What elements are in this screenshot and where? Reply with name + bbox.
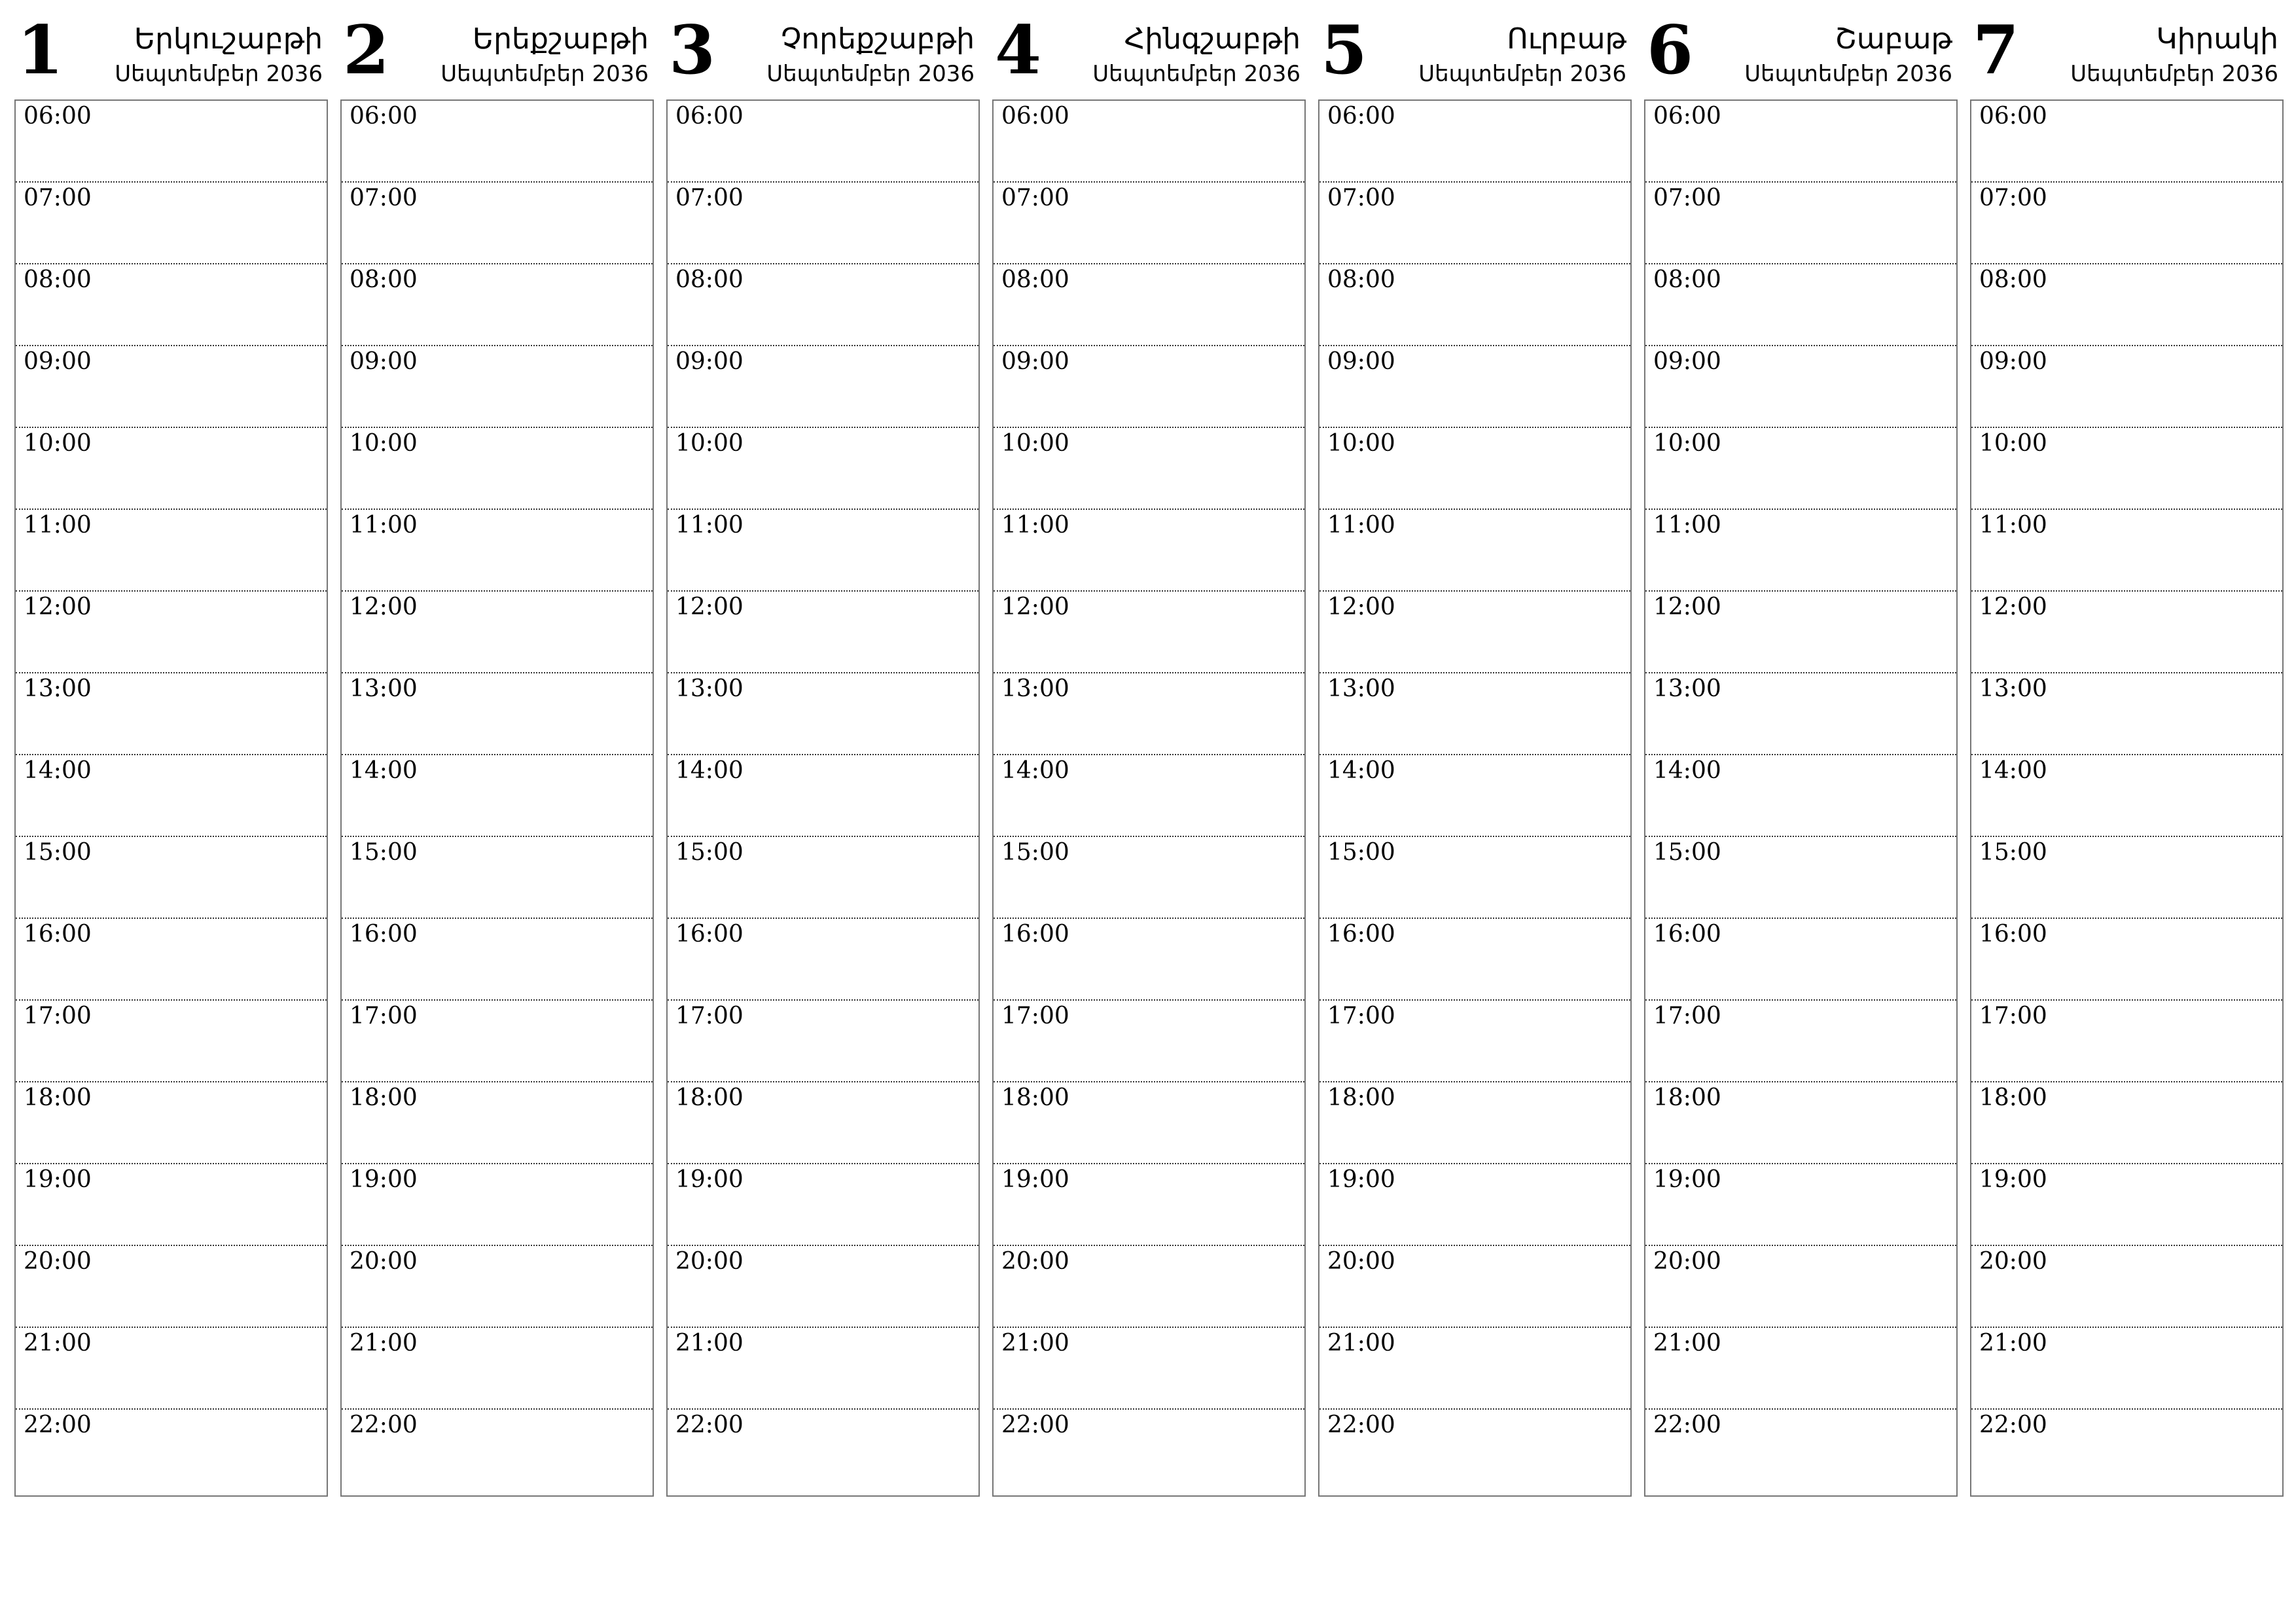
hour-slot[interactable] <box>16 837 327 919</box>
hour-label: 16:00 <box>675 921 744 948</box>
day-header <box>14 0 328 99</box>
hour-label: 10:00 <box>1327 430 1395 457</box>
hour-label: 22:00 <box>1979 1412 2047 1438</box>
day-number: 5 <box>1321 11 1367 90</box>
hour-label: 14:00 <box>1653 757 1721 784</box>
day-header <box>340 0 654 99</box>
hour-slot[interactable] <box>668 428 978 510</box>
hour-slot[interactable] <box>668 755 978 837</box>
hour-slot[interactable] <box>994 837 1304 919</box>
hour-label: 18:00 <box>1653 1084 1721 1111</box>
hour-label: 21:00 <box>1653 1330 1721 1357</box>
hour-slot[interactable] <box>1319 1082 1630 1164</box>
hour-slot[interactable] <box>342 1001 653 1082</box>
hour-label: 12:00 <box>675 594 744 620</box>
hour-label: 12:00 <box>1653 594 1721 620</box>
hour-label: 20:00 <box>1327 1248 1395 1275</box>
month-year-label: Սեպտեմբեր 2036 <box>1418 61 1626 87</box>
hour-slot[interactable] <box>16 346 327 428</box>
hour-label: 06:00 <box>1979 103 2047 130</box>
hour-slot[interactable] <box>994 1082 1304 1164</box>
hour-label: 17:00 <box>1979 1003 2047 1029</box>
hour-slot[interactable] <box>1971 1246 2282 1328</box>
hour-slot[interactable] <box>994 510 1304 592</box>
hour-slot[interactable] <box>1971 837 2282 919</box>
day-column <box>666 0 980 1438</box>
hour-slot[interactable] <box>1319 346 1630 428</box>
hour-label: 09:00 <box>1979 348 2047 375</box>
hour-label: 14:00 <box>350 757 418 784</box>
hour-label: 07:00 <box>1001 185 1069 211</box>
hour-label: 13:00 <box>1979 675 2047 702</box>
hour-slot[interactable] <box>16 673 327 755</box>
hour-label: 08:00 <box>1327 266 1395 293</box>
hour-label: 06:00 <box>24 103 92 130</box>
day-schedule-box <box>666 99 980 1497</box>
day-column <box>340 0 654 1438</box>
hour-label: 22:00 <box>1001 1412 1069 1438</box>
month-year-label: Սեպտեմբեր 2036 <box>2070 61 2278 87</box>
hour-slot[interactable] <box>1971 264 2282 346</box>
hour-label: 10:00 <box>1001 430 1069 457</box>
hour-label: 08:00 <box>675 266 744 293</box>
hour-slot[interactable] <box>668 101 978 183</box>
hour-label: 14:00 <box>675 757 744 784</box>
hour-label: 19:00 <box>1327 1166 1395 1193</box>
hour-label: 07:00 <box>675 185 744 211</box>
hour-slot[interactable] <box>994 346 1304 428</box>
weekday-name: Երեքշաբթի <box>472 22 649 56</box>
month-year-label: Սեպտեմբեր 2036 <box>766 61 975 87</box>
hour-slot[interactable] <box>1971 1328 2282 1410</box>
hour-label: 07:00 <box>1327 185 1395 211</box>
hour-slot[interactable] <box>1645 1246 1956 1328</box>
hour-slot[interactable] <box>342 1328 653 1410</box>
hour-label: 13:00 <box>24 675 92 702</box>
hour-slot[interactable] <box>1645 1410 1956 1491</box>
hour-slot[interactable] <box>342 1082 653 1164</box>
hour-label: 15:00 <box>675 839 744 866</box>
hour-slot[interactable] <box>1319 101 1630 183</box>
hour-slot[interactable] <box>1645 1082 1956 1164</box>
hour-slot[interactable] <box>342 919 653 1001</box>
hour-slot[interactable] <box>16 592 327 673</box>
hour-label: 18:00 <box>1327 1084 1395 1111</box>
hour-slot[interactable] <box>342 592 653 673</box>
hour-label: 08:00 <box>24 266 92 293</box>
hour-slot[interactable] <box>994 264 1304 346</box>
hour-slot[interactable] <box>1319 510 1630 592</box>
hour-slot[interactable] <box>1319 837 1630 919</box>
hour-slot[interactable] <box>1319 1001 1630 1082</box>
hour-slot[interactable] <box>668 919 978 1001</box>
hour-slot[interactable] <box>16 1328 327 1410</box>
hour-label: 13:00 <box>350 675 418 702</box>
hour-slot[interactable] <box>1645 183 1956 264</box>
day-schedule-box <box>1318 99 1632 1497</box>
hour-label: 09:00 <box>1653 348 1721 375</box>
hour-label: 08:00 <box>1001 266 1069 293</box>
day-header <box>1644 0 1958 99</box>
hour-label: 08:00 <box>350 266 418 293</box>
hour-slot[interactable] <box>668 510 978 592</box>
hour-slot[interactable] <box>1319 1328 1630 1410</box>
hour-label: 17:00 <box>675 1003 744 1029</box>
hour-slot[interactable] <box>994 1328 1304 1410</box>
hour-label: 18:00 <box>24 1084 92 1111</box>
hour-label: 12:00 <box>24 594 92 620</box>
hour-label: 15:00 <box>1327 839 1395 866</box>
day-column <box>1970 0 2284 1438</box>
hour-slot[interactable] <box>1645 1328 1956 1410</box>
hour-label: 22:00 <box>675 1412 744 1438</box>
day-schedule-box <box>992 99 1306 1497</box>
hour-slot[interactable] <box>668 592 978 673</box>
hour-label: 11:00 <box>24 512 92 539</box>
weekday-name: Շաբաթ <box>1835 22 1952 56</box>
hour-slot[interactable] <box>1645 428 1956 510</box>
hour-slot[interactable] <box>668 1246 978 1328</box>
hour-label: 08:00 <box>1653 266 1721 293</box>
hour-slot[interactable] <box>1645 101 1956 183</box>
hour-slot[interactable] <box>1971 592 2282 673</box>
hour-slot[interactable] <box>342 183 653 264</box>
hour-slot[interactable] <box>1971 673 2282 755</box>
hour-slot[interactable] <box>1971 510 2282 592</box>
weekday-name: Չորեքշաբթի <box>780 22 975 56</box>
hour-label: 18:00 <box>1979 1084 2047 1111</box>
hour-slot[interactable] <box>668 1328 978 1410</box>
hour-label: 19:00 <box>1979 1166 2047 1193</box>
weekly-planner <box>14 0 2289 1505</box>
month-year-label: Սեպտեմբեր 2036 <box>1092 61 1300 87</box>
hour-slot[interactable] <box>994 1246 1304 1328</box>
hour-slot[interactable] <box>994 101 1304 183</box>
weekday-name: Հինգշաբթի <box>1124 22 1300 56</box>
hour-slot[interactable] <box>1319 1164 1630 1246</box>
hour-label: 17:00 <box>1327 1003 1395 1029</box>
hour-slot[interactable] <box>1645 1001 1956 1082</box>
day-schedule-box <box>340 99 654 1497</box>
hour-slot[interactable] <box>16 428 327 510</box>
hour-label: 16:00 <box>24 921 92 948</box>
hour-label: 17:00 <box>350 1003 418 1029</box>
hour-slot[interactable] <box>1971 1410 2282 1491</box>
hour-slot[interactable] <box>1645 673 1956 755</box>
hour-label: 20:00 <box>675 1248 744 1275</box>
hour-label: 10:00 <box>350 430 418 457</box>
day-number: 6 <box>1647 11 1693 90</box>
hour-slot[interactable] <box>1971 101 2282 183</box>
hour-slot[interactable] <box>16 919 327 1001</box>
hour-label: 07:00 <box>24 185 92 211</box>
hour-slot[interactable] <box>668 837 978 919</box>
hour-label: 14:00 <box>1327 757 1395 784</box>
hour-slot[interactable] <box>16 1164 327 1246</box>
hour-label: 19:00 <box>1653 1166 1721 1193</box>
hour-slot[interactable] <box>668 264 978 346</box>
hour-label: 13:00 <box>1001 675 1069 702</box>
hour-label: 09:00 <box>350 348 418 375</box>
hour-slot[interactable] <box>994 1001 1304 1082</box>
hour-slot[interactable] <box>1645 919 1956 1001</box>
hour-slot[interactable] <box>342 264 653 346</box>
hour-slot[interactable] <box>342 1410 653 1491</box>
hour-label: 10:00 <box>1979 430 2047 457</box>
weekday-name: Ուրբաթ <box>1507 22 1626 56</box>
day-header <box>666 0 980 99</box>
hour-label: 07:00 <box>350 185 418 211</box>
hour-label: 16:00 <box>1979 921 2047 948</box>
hour-slot[interactable] <box>994 428 1304 510</box>
hour-label: 13:00 <box>1653 675 1721 702</box>
hour-label: 15:00 <box>1653 839 1721 866</box>
hour-slot[interactable] <box>1645 264 1956 346</box>
hour-label: 09:00 <box>675 348 744 375</box>
hour-slot[interactable] <box>1319 592 1630 673</box>
hour-label: 14:00 <box>24 757 92 784</box>
hour-slot[interactable] <box>342 510 653 592</box>
month-year-label: Սեպտեմբեր 2036 <box>1744 61 1952 87</box>
weekday-name: Կիրակի <box>2156 22 2278 56</box>
hour-slot[interactable] <box>994 919 1304 1001</box>
hour-label: 18:00 <box>1001 1084 1069 1111</box>
hour-label: 16:00 <box>1327 921 1395 948</box>
hour-slot[interactable] <box>1319 755 1630 837</box>
hour-slot[interactable] <box>1971 1001 2282 1082</box>
hour-label: 19:00 <box>1001 1166 1069 1193</box>
day-schedule-box <box>1644 99 1958 1497</box>
hour-label: 11:00 <box>675 512 744 539</box>
hour-slot[interactable] <box>1319 673 1630 755</box>
hour-label: 09:00 <box>1327 348 1395 375</box>
hour-slot[interactable] <box>1319 1246 1630 1328</box>
hour-label: 17:00 <box>24 1003 92 1029</box>
hour-slot[interactable] <box>16 1082 327 1164</box>
day-column <box>1318 0 1632 1438</box>
hour-slot[interactable] <box>342 1246 653 1328</box>
day-header <box>992 0 1306 99</box>
hour-slot[interactable] <box>342 837 653 919</box>
hour-label: 13:00 <box>1327 675 1395 702</box>
day-number: 4 <box>995 11 1041 90</box>
hour-label: 15:00 <box>1979 839 2047 866</box>
hour-label: 15:00 <box>24 839 92 866</box>
hour-slot[interactable] <box>1971 1164 2282 1246</box>
hour-slot[interactable] <box>994 1410 1304 1491</box>
hour-slot[interactable] <box>994 183 1304 264</box>
hour-label: 22:00 <box>1327 1412 1395 1438</box>
hour-label: 15:00 <box>1001 839 1069 866</box>
day-column <box>14 0 328 1438</box>
hour-slot[interactable] <box>1645 592 1956 673</box>
day-schedule-box <box>1970 99 2284 1497</box>
hour-slot[interactable] <box>16 101 327 183</box>
day-number: 3 <box>669 11 715 90</box>
hour-label: 11:00 <box>1001 512 1069 539</box>
hour-slot[interactable] <box>1319 428 1630 510</box>
day-schedule-box <box>14 99 328 1497</box>
hour-label: 20:00 <box>1979 1248 2047 1275</box>
hour-label: 12:00 <box>1001 594 1069 620</box>
hour-label: 11:00 <box>1653 512 1721 539</box>
hour-slot[interactable] <box>994 755 1304 837</box>
hour-slot[interactable] <box>342 673 653 755</box>
hour-slot[interactable] <box>668 673 978 755</box>
weekday-name: Երկուշաբթի <box>134 22 323 56</box>
hour-slot[interactable] <box>1971 919 2282 1001</box>
day-number: 1 <box>17 11 63 90</box>
hour-label: 16:00 <box>1001 921 1069 948</box>
hour-label: 14:00 <box>1001 757 1069 784</box>
hour-label: 20:00 <box>1653 1248 1721 1275</box>
hour-label: 20:00 <box>350 1248 418 1275</box>
hour-label: 09:00 <box>24 348 92 375</box>
hour-slot[interactable] <box>16 1410 327 1491</box>
hour-label: 11:00 <box>350 512 418 539</box>
hour-slot[interactable] <box>994 592 1304 673</box>
hour-slot[interactable] <box>342 755 653 837</box>
hour-slot[interactable] <box>16 1001 327 1082</box>
hour-label: 19:00 <box>675 1166 744 1193</box>
hour-slot[interactable] <box>1645 1164 1956 1246</box>
hour-label: 19:00 <box>350 1166 418 1193</box>
hour-label: 22:00 <box>1653 1412 1721 1438</box>
hour-label: 22:00 <box>350 1412 418 1438</box>
hour-slot[interactable] <box>342 428 653 510</box>
day-number: 2 <box>343 11 389 90</box>
hour-slot[interactable] <box>668 1410 978 1491</box>
hour-slot[interactable] <box>1319 264 1630 346</box>
hour-label: 21:00 <box>1979 1330 2047 1357</box>
hour-label: 21:00 <box>350 1330 418 1357</box>
hour-label: 12:00 <box>350 594 418 620</box>
hour-label: 13:00 <box>675 675 744 702</box>
hour-slot[interactable] <box>1971 346 2282 428</box>
month-year-label: Սեպտեմբեր 2036 <box>440 61 649 87</box>
hour-label: 12:00 <box>1327 594 1395 620</box>
hour-slot[interactable] <box>1971 428 2282 510</box>
hour-slot[interactable] <box>994 673 1304 755</box>
hour-label: 06:00 <box>1653 103 1721 130</box>
hour-label: 09:00 <box>1001 348 1069 375</box>
hour-label: 06:00 <box>1001 103 1069 130</box>
hour-slot[interactable] <box>342 1164 653 1246</box>
hour-slot[interactable] <box>1645 755 1956 837</box>
hour-slot[interactable] <box>1319 1410 1630 1491</box>
hour-slot[interactable] <box>1319 919 1630 1001</box>
hour-label: 21:00 <box>1001 1330 1069 1357</box>
hour-label: 06:00 <box>350 103 418 130</box>
month-year-label: Սեպտեմբեր 2036 <box>115 61 323 87</box>
hour-label: 17:00 <box>1653 1003 1721 1029</box>
hour-slot[interactable] <box>16 510 327 592</box>
day-header <box>1318 0 1632 99</box>
hour-slot[interactable] <box>668 346 978 428</box>
hour-label: 11:00 <box>1327 512 1395 539</box>
hour-label: 22:00 <box>24 1412 92 1438</box>
hour-label: 14:00 <box>1979 757 2047 784</box>
hour-label: 07:00 <box>1653 185 1721 211</box>
hour-label: 21:00 <box>1327 1330 1395 1357</box>
hour-slot[interactable] <box>668 1082 978 1164</box>
hour-slot[interactable] <box>16 1246 327 1328</box>
hour-label: 19:00 <box>24 1166 92 1193</box>
hour-slot[interactable] <box>342 346 653 428</box>
day-number: 7 <box>1973 11 2019 90</box>
hour-label: 10:00 <box>1653 430 1721 457</box>
hour-label: 20:00 <box>24 1248 92 1275</box>
day-column <box>992 0 1306 1438</box>
hour-slot[interactable] <box>16 183 327 264</box>
hour-label: 16:00 <box>350 921 418 948</box>
hour-slot[interactable] <box>1971 1082 2282 1164</box>
hour-slot[interactable] <box>342 101 653 183</box>
hour-slot[interactable] <box>1645 346 1956 428</box>
hour-label: 12:00 <box>1979 594 2047 620</box>
hour-label: 10:00 <box>675 430 744 457</box>
hour-label: 18:00 <box>350 1084 418 1111</box>
hour-label: 17:00 <box>1001 1003 1069 1029</box>
hour-label: 20:00 <box>1001 1248 1069 1275</box>
hour-slot[interactable] <box>1645 837 1956 919</box>
hour-slot[interactable] <box>668 1164 978 1246</box>
hour-slot[interactable] <box>668 183 978 264</box>
hour-slot[interactable] <box>16 264 327 346</box>
hour-label: 11:00 <box>1979 512 2047 539</box>
hour-slot[interactable] <box>1645 510 1956 592</box>
hour-slot[interactable] <box>1971 183 2282 264</box>
hour-label: 15:00 <box>350 839 418 866</box>
day-header <box>1970 0 2284 99</box>
hour-slot[interactable] <box>668 1001 978 1082</box>
day-column <box>1644 0 1958 1438</box>
hour-label: 21:00 <box>675 1330 744 1357</box>
hour-slot[interactable] <box>16 755 327 837</box>
hour-label: 06:00 <box>1327 103 1395 130</box>
hour-label: 18:00 <box>675 1084 744 1111</box>
hour-label: 07:00 <box>1979 185 2047 211</box>
hour-slot[interactable] <box>1971 755 2282 837</box>
hour-slot[interactable] <box>1319 183 1630 264</box>
hour-slot[interactable] <box>994 1164 1304 1246</box>
hour-label: 16:00 <box>1653 921 1721 948</box>
hour-label: 21:00 <box>24 1330 92 1357</box>
hour-label: 08:00 <box>1979 266 2047 293</box>
hour-label: 10:00 <box>24 430 92 457</box>
hour-label: 06:00 <box>675 103 744 130</box>
